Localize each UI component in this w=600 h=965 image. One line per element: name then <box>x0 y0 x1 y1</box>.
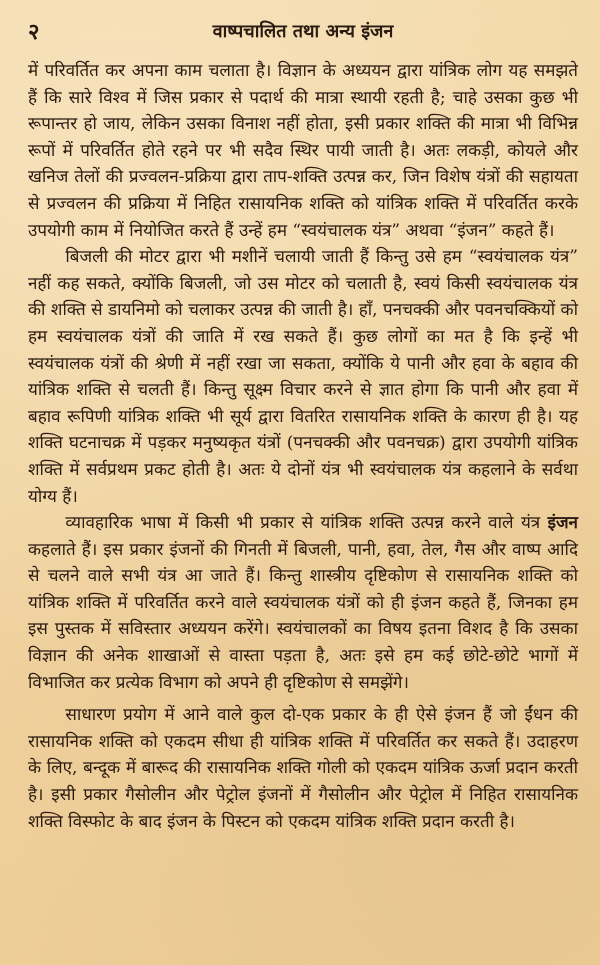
term-engine: इंजन <box>547 513 578 534</box>
running-title: वाष्पचालित तथा अन्य इंजन <box>212 21 394 42</box>
paragraph-direct-conversion: साधारण प्रयोग में आने वाले कुल दो-एक प्रकार के ही ऐसे इंजन हैं जो ईंधन की रासायनिक शक्ति को एकदम सीधा ही यांत्रिक शक्ति में परिवर्तित कर सकते हैं। उदाहरण के लिए, बन्दूक में बारूद की रासायनिक शक्ति गोली को एकदम यांत्रिक ऊर्जा प्रदान करती है। इसी प्रकार गैसोलीन और पेट्रोल इंजनों में गैसोलीन और पेट्रोल में निहित रासायनिक शक्ति विस्फोट के बाद इंजन के पिस्टन को एकदम यांत्रिक शक्ति प्रदान करती है। <box>28 705 578 832</box>
paragraph-text-after: कहलाते हैं। इस प्रकार इंजनों की गिनती में बिजली, पानी, हवा, तेल, गैस और वाष्प आदि से चलने वाले सभी यंत्र आ जाते हैं। किन्तु शास्त्रीय दृष्टिकोण से रासायनिक शक्ति को यांत्रिक शक्ति में परिवर्तित करने वाले स्वयंचालक यंत्रों को ही इंजन कहते हैं, जिनका हम इस पुस्तक में सविस्तार अध्ययन करेंगे। स्वयंचालकों का विषय इतना विशद है कि उसका विज्ञान की अनेक शाखाओं से वास्ता पड़ता है, अतः इसे हम कई छोटे-छोटे भागों में विभाजित कर प्रत्येक विभाग को अपने ही दृष्टिकोण से समझेंगे। <box>28 539 578 693</box>
paragraph-engine-definition <box>28 510 578 696</box>
paragraph-continuation: में परिवर्तित कर अपना काम चलाता है। विज्ञान के अध्ययन द्वारा यांत्रिक लोग यह समझते हैं कि सारे विश्व में जिस प्रकार से पदार्थ की मात्रा स्थायी रहती है; चाहे उसका कुछ भी रूपान्तर हो जाय, लेकिन उसका विनाश नहीं होता, इसी प्रकार शक्ति की मात्रा भी विभिन्न रूपों में परिवर्तित होते रहने पर भी सदैव स्थिर पायी जाती है। अतः लकड़ी, कोयले और खनिज तेलों की प्रज्वलन-प्रक्रिया द्वारा ताप-शक्ति उत्पन्न कर, जिन विशेष यंत्रों की सहायता से प्रज्वलन की प्रक्रिया में निहित रासायनिक शक्ति को यांत्रिक शक्ति में परिवर्तित करके उपयोगी काम में नियोजित करते हैं उन्हें हम “स्वयंचालक यंत्र” अथवा “इंजन” कहते हैं। <box>28 61 578 241</box>
paragraph-electric-motor: बिजली की मोटर द्वारा भी मशीनें चलायी जाती हैं किन्तु उसे हम “स्वयंचालक यंत्र” नहीं कह सकते, क्योंकि बिजली, जो उस मोटर को चलाती है, स्वयं किसी स्वयंचालक यंत्र की शक्ति से डायनिमो को चलाकर उत्पन्न की जाती है। हाँ, पनचक्की और पवनचक्कियों को हम स्वयंचालक यंत्रों की जाति में रख सकते हैं। कुछ लोगों का मत है कि इन्हें भी स्वयंचालक यंत्रों की श्रेणी में नहीं रखा जा सकता, क्योंकि ये पानी और हवा के बहाव की यांत्रिक शक्ति से चलती हैं। किन्तु सूक्ष्म विचार करने से ज्ञात होगा कि पानी और हवा में बहाव रूपिणी यांत्रिक शक्ति भी सूर्य द्वारा वितरित रासायनिक शक्ति के कारण ही है। यह शक्ति घटनाचक्र में पड़कर मनुष्यकृत यंत्रों (पनचक्की और पवनचक्र) द्वारा उपयोगी यांत्रिक शक्ति में सर्वप्रथम प्रकट होती है। अतः ये दोनों यंत्र भी स्वयंचालक यंत्र कहलाने के सर्वथा योग्य हैं। <box>28 247 578 507</box>
page-number: २ <box>28 19 40 45</box>
page-header <box>28 18 578 58</box>
page-body <box>28 58 578 835</box>
paragraph-text-before: व्यावहारिक भाषा में किसी भी प्रकार से यांत्रिक शक्ति उत्पन्न करने वाले यंत्र <box>65 513 548 534</box>
